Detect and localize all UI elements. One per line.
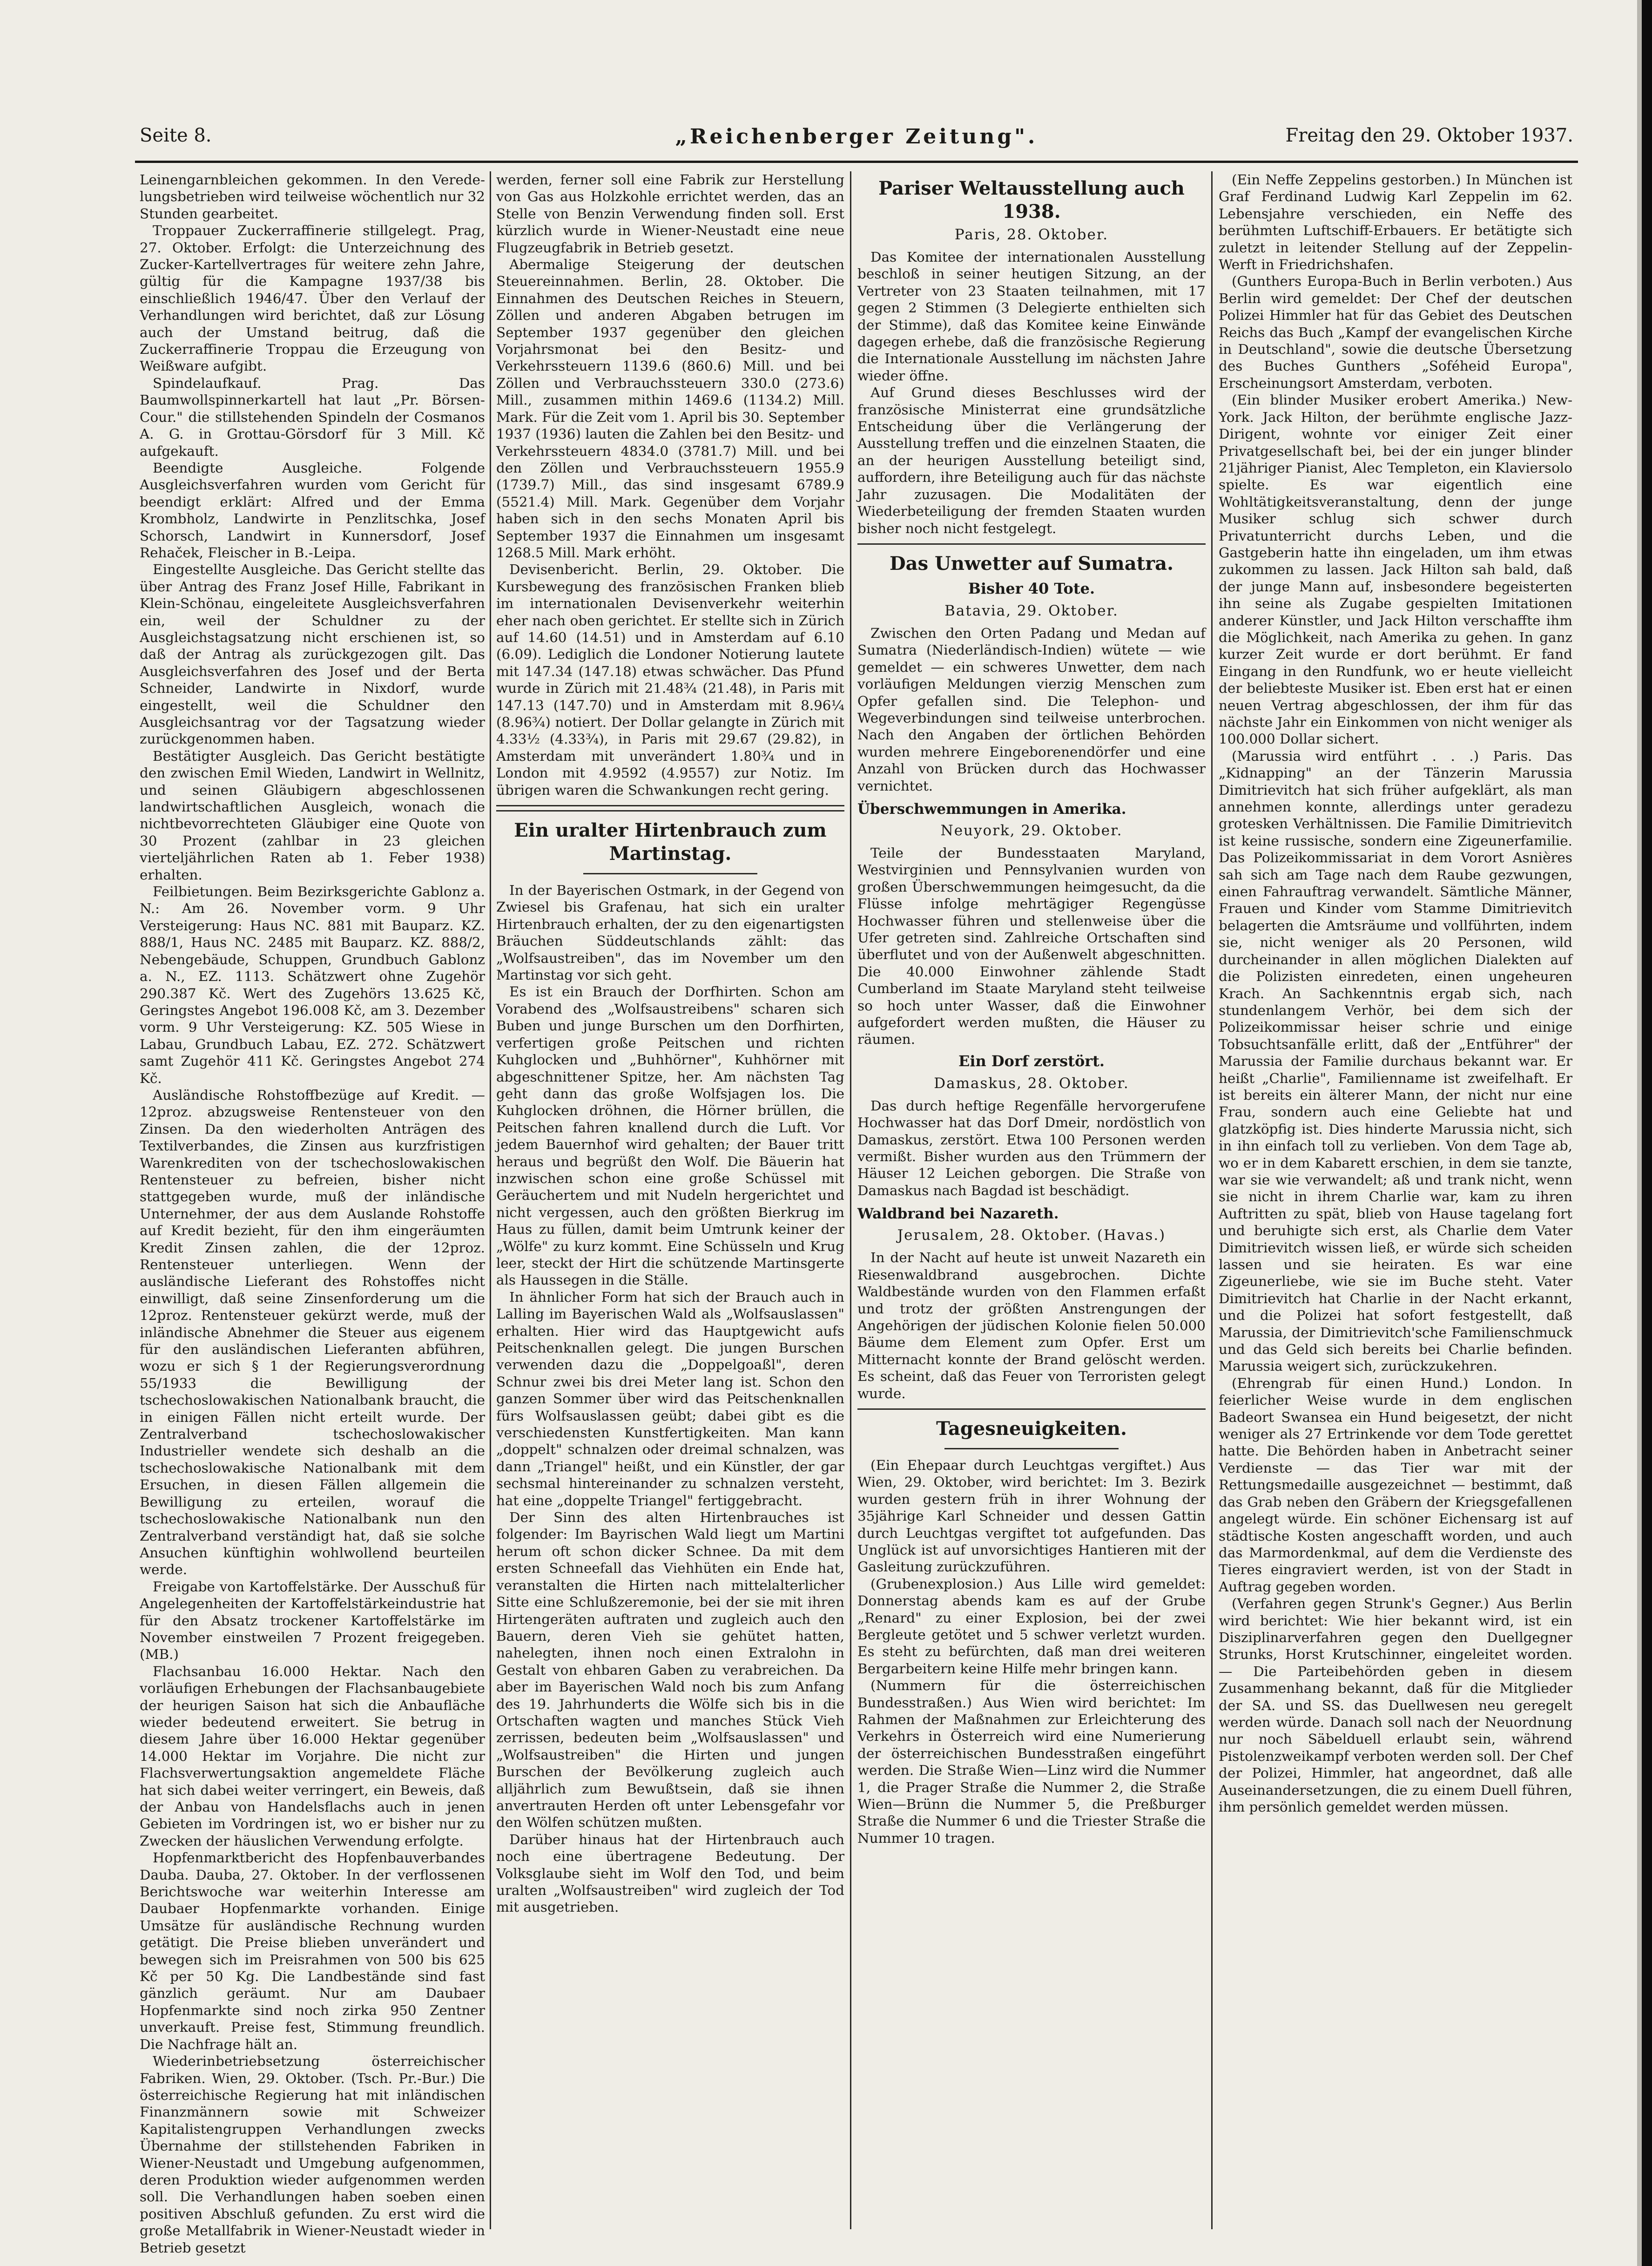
column-3 <box>857 171 1206 2229</box>
header-rule <box>135 161 1578 163</box>
article-text: (Ein Neffe Zeppelins gestorben.) In München ist Graf Ferdinand Ludwig Karl Zeppelin im 62. Lebensjahre verschieden, ein Neffe des berühmten Luftschiff-Erbauers. Er betätigte sich zuletzt in leitender Stellung auf der Zeppelin-Werft in Friedrichshafen. <box>1219 172 1572 273</box>
page-number: Seite 8. <box>140 125 212 146</box>
article-text: Eingestellte Ausgleiche. Das Gericht stellte das über Antrag des Franz Josef Hille, Fabrikant in Klein-Schönau, eingeleitete Ausgleichsverfahren ein, weil der Schuldner zu der Ausgleichstagsatzung nicht erschienen ist, so daß der Antrag als zurückgezogen gilt. Das Ausgleichsverfahren des Josef und der Berta Schneider, Landwirte in Nixdorf, wurde eingestellt, weil die Schuldner den Ausgleichsantrag vor der Tagsatzung wieder zurückgenommen haben. <box>140 561 485 747</box>
article-text: Ausländische Rohstoffbezüge auf Kredit. — 12proz. abzugsweise Rentensteuer von den Zinsen. Da den wiederholten Anträgen des Textilverbandes, die Zinsen aus kurzfristigen Warenkrediten von der tschechoslowakischen Rentensteuer zu befreien, bisher nicht stattgegeben wurde, muß der inländische Unternehmer, der aus dem Auslande Rohstoffe auf Kredit bezieht, für den ihm eingeräumten Kredit Zinsen zahlen, die der 12proz. Rentensteuer unterliegen. Wenn der ausländische Lieferant des Rohstoffes nicht einwilligt, daß seine Zinsenforderung um die 12proz. Rentensteuer gekürzt werde, muß der inländische Abnehmer die Steuer aus eigenem für den ausländischen Lieferanten abführen, wozu er sich § 1 der Regierungsverordnung 55/1933 die Bewilligung der tschechoslowakischen Nationalbank braucht, die in einigen Fällen nicht erteilt wurde. Der Zentralverband tschechoslowakischer Industrieller wendete sich deshalb an die tschechoslowakische Nationalbank mit dem Ersuchen, in diesen Fällen allgemein die Bewilligung zu erteilen, worauf die tschechoslowakische Nationalbank nun den Zentralverband verständigt hat, daß sie solche Ansuchen künftighin wohlwollend beurteilen werde. <box>140 1087 485 1578</box>
scan-edge-shadow <box>1637 0 1642 2266</box>
article-text: Flachsanbau 16.000 Hektar. Nach den vorläufigen Erhebungen der Flachsanbaugebiete der heurigen Saison hat sich die Anbaufläche wieder bedeutend erweitert. Sie betrug in diesem Jahre über 16.000 Hektar gegenüber 14.000 Hektar im Vorjahre. Die nicht zur Flachsverwertungsaktion angemeldete Fläche hat sich dabei weiter verringert, ein Beweis, daß der Anbau von Handelsflachs auch in jenen Gebieten im Vordringen ist, wo er bisher nur zu Zwecken der häuslichen Verwendung erfolgte. <box>140 1663 485 1849</box>
scan-edge <box>1642 0 1652 2266</box>
section-rule <box>496 805 844 812</box>
section-rule <box>857 1408 1206 1410</box>
article-text: In der Nacht auf heute ist unweit Nazareth ein Riesenwaldbrand ausgebrochen. Dichte Waldbestände wurden von den Flammen erfaßt und trotz der größten Anstrengungen der Angehörigen der jüdischen Kolonie fielen 50.000 Bäume dem Element zum Opfer. Erst um Mitternacht konnte der Brand gelöscht werden. Es scheint, daß das Feuer von Terroristen gelegt wurde. <box>857 1250 1206 1401</box>
article-text: (Grubenexplosion.) Aus Lille wird gemeldet: Donnerstag abends kam es auf der Grube „Renard" zu einer Explosion, bei der zwei Bergleute getötet und 5 schwer verletzt wurden. Es steht zu befürchten, daß man drei weiteren Bergarbeitern keine Hilfe mehr bringen kann. <box>857 1576 1206 1677</box>
article-text: (Ehrengrab für einen Hund.) London. In feierlicher Weise wurde in dem englischen Badeort Swansea ein Hund beigesetzt, der nicht weniger als 27 Ertrinkende vor dem Tode gerettet hatte. Die Behörden haben in Anbetracht seiner Verdienste — das Tier war mit der Rettungsmedaille ausgezeichnet — bestimmt, daß das Grab neben den Gräbern der Kriegsgefallenen angelegt würde. Ein schöner Eichensarg ist auf städtische Kosten angeschafft worden, und auch das Marmordenkmal, auf dem die Verdienste des Tieres eingraviert werden, ist von der Stadt in Auftrag gegeben worden. <box>1219 1375 1572 1595</box>
dateline: Paris, 28. Oktober. <box>954 226 1109 243</box>
column-1 <box>140 171 485 2256</box>
headline-hirtenbrauch: Ein uralter Hirtenbrauch zum Martinstag. <box>514 819 827 865</box>
article-text: Es ist ein Brauch der Dorfhirten. Schon am Vorabend des „Wolfsaustreibens" scharen sich Buben und junge Burschen um den Dorfhirten, verfertigen große Peitschen und richten Kuhglocken und „Buhhörner", Kuhhörner mit abgeschnittener Spitze, her. Am nächsten Tag geht dann das große Wolfsjagen los. Die Kuhglocken dröhnen, die Hörner brüllen, die Peitschen fahren knallend durch die Luft. Vor jedem Bauernhof wird gehalten; der Bauer tritt heraus und begrüßt den Wolf. Die Bäuerin hat inzwischen schon eine große Schüssel mit Geräuchertem und mit Nudeln hergerichtet und nicht vergessen, auch den größten Bierkrug im Haus zu füllen, damit beim Umtrunk keiner der „Wölfe" zu kurz kommt. Eine Schüsseln und Krug leer, steckt der Hirt die schützende Martinsgerte als Haussegen in die Ställe. <box>496 984 844 1288</box>
article-text: Bestätigter Ausgleich. Das Gericht bestätigte den zwischen Emil Wieden, Landwirt in Wellnitz, und seinen Gläubigern abgeschlossenen landwirtschaftlichen Ausgleich, wonach die nichtbevorrechteten Gläubiger eine Quote von 30 Prozent (zahlbar in 23 gleichen vierteljährlichen Raten ab 1. Feber 1938) erhalten. <box>140 748 485 883</box>
dateline: Jerusalem, 28. Oktober. (Havas.) <box>897 1227 1166 1244</box>
article-text: Feilbietungen. Beim Bezirksgerichte Gablonz a. N.: Am 26. November vorm. 9 Uhr Versteigerung: Haus NC. 881 mit Bauparz. KZ. 888/1, Haus NC. 2485 mit Bauparz. KZ. 888/2, Nebengebäude, Schuppen, Grundbuch Gablonz a. N., EZ. 1113. Schätzwert ohne Zugehör 290.387 Kč. Wert des Zugehörs 13.625 Kč, Geringstes Angebot 196.008 Kč, am 3. Dezember vorm. 9 Uhr Versteigerung: KZ. 505 Wiese in Labau, Grundbuch Labau, EZ. 272. Schätzwert samt Zugehör 411 Kč. Geringstes Angebot 274 Kč. <box>140 884 485 1086</box>
article-text: (Gunthers Europa-Buch in Berlin verboten.) Aus Berlin wird gemeldet: Der Chef der deutschen Polizei Himmler hat für das Gebiet des Deutschen Reichs das Buch „Kampf der evangelischen Kirche in Deutschland", sowie die deutsche Übersetzung des Buches Gunthers „Soféheid Europa", Erscheinungsort Amsterdam, verboten. <box>1219 273 1572 391</box>
article-text: Wiederinbetriebsetzung österreichischer Fabriken. Wien, 29. Oktober. (Tsch. Pr.-Bur.) Die österreichische Regierung hat mit inländischen Finanzmännern sowie mit Schweizer Kapitalistengruppen Verhandlungen zwecks Übernahme der stillstehenden Fabriken in Wiener-Neustadt und Umgebung aufgenommen, deren Produktion wieder aufgenommen werden soll. Die Verhandlungen haben soeben einen positiven Abschluß gefunden. Zu erst wird die große Metallfabrik in Wiener-Neustadt wieder in Betrieb gesetzt <box>140 2053 485 2256</box>
section-rule <box>857 543 1206 545</box>
column-divider <box>850 171 851 2229</box>
article-text: Abermalige Steigerung der deutschen Steuereinnahmen. Berlin, 28. Oktober. Die Einnahmen des Deutschen Reiches in Steuern, Zöllen und anderen Abgaben betrugen im September 1937 gegenüber den gleichen Vorjahrsmonat bei den Besitz- und Verkehrssteuern 1139.6 (860.6) Mill. und bei Zöllen und Verbrauchssteuern 330.0 (273.6) Mill., zusammen mithin 1469.6 (1134.2) Mill. Mark. Für die Zeit vom 1. April bis 30. September 1937 (1936) lauten die Zahlen bei den Besitz- und Verkehrssteuern 4834.0 (3781.7) Mill. und bei den Zöllen und Verbrauchssteuern 1955.9 (1739.7) Mill., das sind insgesamt 6789.9 (5521.4) Mill. Mark. Gegenüber dem Vorjahr haben sich in den sechs Monaten April bis September 1937 die Einnahmen um insgesamt 1268.5 Mill. Mark erhöht. <box>496 257 844 561</box>
article-text: Der Sinn des alten Hirtenbrauches ist folgender: Im Bayrischen Wald liegt um Martini herum oft schon dicker Schnee. Da mit dem ersten Schneefall das Viehhüten ein Ende hat, veranstalten die Hirten nach mittelalterlicher Sitte eine Schlußzeremonie, bei der sie mit ihren Hirtengeräten auftraten und zugleich auch den Bauern, deren Vieh sie gehütet hatten, nahelegten, ihnen noch einen Extralohn in Gestalt von ehbaren Gaben zu verabreichen. Da aber im Bayerischen Wald noch bis zum Anfang des 19. Jahrhunderts die Wölfe sich bis in die Ortschaften wagten und manches Stück Vieh zerrissen, bedeuten beim „Wolfsauslassen" und „Wolfsaustreiben" die Hirten und jungen Burschen der Bevölkerung zugleich auch alljährlich zum Bewußtsein, daß sie ihnen anvertrauten Herden oft unter Lebensgefahr vor den Wölfen schützen mußten. <box>496 1509 844 1831</box>
dateline: Neuyork, 29. Oktober. <box>940 822 1123 839</box>
headline-sumatra: Das Unwetter auf Sumatra. <box>889 552 1174 575</box>
article-text: Hopfenmarktbericht des Hopfenbauverbandes Dauba. Dauba, 27. Oktober. In der verflossenen Berichtswoche war weiterhin Interesse am Daubaer Hopfenmarkte vorhanden. Einige Umsätze für ausländische Rechnung wurden getätigt. Die Preise blieben unverändert und bewegen sich im Preisrahmen von 500 bis 625 Kč per 50 Kg. Die Landbestände sind fast gänzlich geräumt. Nur am Daubaer Hopfenmarkte sind noch zirka 950 Zentner unverkauft. Preise fest, Stimmung freundlich. Die Nachfrage hält an. <box>140 1850 485 2052</box>
article-text: Das Komitee der internationalen Ausstellung beschloß in seiner heutigen Sitzung, an der Vertreter von 23 Staaten teilnahmen, mit 17 gegen 2 Stimmen (3 Delegierte enthielten sich der Stimme), daß das Komitee keine Einwände dagegen erhebe, daß die französische Regierung die Internationale Ausstellung im nächsten Jahre wieder öffne. <box>857 249 1206 384</box>
article-text: (Verfahren gegen Strunk's Gegner.) Aus Berlin wird berichtet: Wie hier bekannt wird, ist ein Disziplinarverfahren gegen den Duellgegner Strunks, Horst Krutschinner, eingeleitet worden. — Die Parteibehörden geben in diesem Zusammenhang bekannt, daß für die Mitglieder der SA. und SS. das Duellwesen neu geregelt werden würde. Danach soll nach der Neuordnung nur noch Säbelduell erlaubt sein, während Pistolenzweikampf verboten werden soll. Der Chef der Polizei, Himmler, hat angeordnet, daß alle Auseinandersetzungen, die zu einem Duell führen, ihm persönlich gemeldet werden müssen. <box>1219 1596 1572 1815</box>
article-text: Teile der Bundesstaaten Maryland, Westvirginien und Pennsylvanien wurden von großen Überschwemmungen heimgesucht, da die Flüsse infolge mehrtägiger Regengüsse Hochwasser führen und stellenweise über die Ufer getreten sind. Zahlreiche Ortschaften sind überflutet und von der Außenwelt abgeschnitten. Die 40.000 Einwohner zählende Stadt Cumberland im Staate Maryland steht teilweise so hoch unter Wasser, daß die Einwohner aufgefordert werden mußten, die Häuser zu räumen. <box>857 845 1206 1048</box>
article-text: In ähnlicher Form hat sich der Brauch auch in Lalling im Bayerischen Wald als „Wolfsauslassen" erhalten. Hier wird das Hauptgewicht aufs Peitschenknallen gelegt. Die jungen Burschen verwenden dazu die „Doppelgoaßl", deren Schnur zwei bis drei Meter lang ist. Schon den ganzen Sommer über wird das Peitschenknallen fürs Wolfsauslassen geübt; dabei gibt es die verschiedensten Kunstfertigkeiten. Man kann „doppelt" schnalzen oder dreimal schnalzen, was dann „Triangel" heißt, und ein Künstler, der gar sechsmal hintereinander zu schnalzen versteht, hat eine „doppelte Triangel" fertiggebracht. <box>496 1289 844 1508</box>
page-header <box>140 125 1573 157</box>
article-text: (Nummern für die österreichischen Bundesstraßen.) Aus Wien wird berichtet: Im Rahmen der Maßnahmen zur Erleichterung des Verkehrs in Österreich wird eine Numerierung der österreichischen Bundesstraßen eingeführt werden. Die Straße Wien—Linz wird die Nummer 1, die Prager Straße die Nummer 2, die Straße Wien—Brünn die Nummer 5, die Preßburger Straße die Nummer 6 und die Triester Straße die Nummer 10 tragen. <box>857 1678 1206 1846</box>
dateline: Damaskus, 28. Oktober. <box>934 1075 1129 1092</box>
article-text: Das durch heftige Regenfälle hervorgerufene Hochwasser hat das Dorf Dmeir, nordöstlich von Damaskus, zerstört. Etwa 100 Personen werden vermißt. Bisher wurden aus den Trümmern der Häuser 12 Leichen geborgen. Die Straße von Damaskus nach Bagdad ist beschädigt. <box>857 1097 1206 1198</box>
article-text: Auf Grund dieses Beschlusses wird der französische Ministerrat eine grundsätzliche Entscheidung über die Verlängerung der Ausstellung treffen und die einzelnen Staaten, die an der heurigen Ausstellung beteiligt sind, auffordern, ihre Beteiligung auch für das nächste Jahr zuzusagen. Die Modalitäten der Wiederbeteiligung der fremden Staaten wurden bisher noch nicht festgelegt. <box>857 385 1206 536</box>
column-4 <box>1219 171 1572 2229</box>
headline-amerika: Überschwemmungen in Amerika. <box>857 800 1126 818</box>
article-text: Darüber hinaus hat der Hirtenbrauch auch noch eine übertragene Bedeutung. Der Volksglaube sieht im Wolf den Tod, und beim uralten „Wolfsaustreiben" wird zugleich der Tod mit ausgetrieben. <box>496 1831 844 1915</box>
column-2 <box>496 171 844 2229</box>
subheadline: Bisher 40 Tote. <box>968 579 1095 597</box>
article-text: (Marussia wird entführt . . .) Paris. Das „Kidnapping" an der Tänzerin Marussia Dimitrievitch hat sich früher aufgeklärt, als man annehmen konnte, allerdings unter geradezu grotesken Verhältnissen. Die Familie Dimitrievitch ist keine russische, sondern eine Zigeunerfamilie. Das Polizeikommissariat in dem Vorort Asnières sah sich am Tage nach dem Raube gezwungen, einen Fahrauftrag verwandelt. Sämtliche Männer, Frauen und Kinder vom Stamme Dimitrievitch belagerten die Amtsräume und vollführten, indem sie, nicht weniger als 20 Personen, wild durcheinander in allen möglichen Dialekten auf die Polizisten einredeten, einen ungeheuren Krach. An Sachkenntnis ergab sich, nach stundenlangem Verhör, bei dem sich der Polizeikommissar heiser schrie und einige Tobsuchtsanfälle erlitt, daß der „Entführer" der Marussia der Familie durchaus bekannt war. Er heißt „Charlie", Familienname ist zweifelhaft. Er ist bereits ein älterer Mann, der nicht nur eine Frau, sondern auch eine Geliebte hat und glatzköpfig ist. Dies hinderte Marussia nicht, sich in ihn einfach toll zu verlieben. Von dem Tage ab, wo er in dem Kabarett erschien, in dem sie tanzte, war sie wie verwandelt; aß und trank nicht, wenn sie nicht in ihrem Charlie war, kam zu ihren Auftritten zu spät, blieb von Hause tagelang fort und beruhigte sich erst, als Charlie dem Vater Dimitrievitch wissen ließ, er würde sich scheiden lassen und sie heiraten. Es war eine Zigeunerliebe, wie sie im Buche steht. Vater Dimitrievitch hat Charlie in der Nacht erkannt, und die Polizei hat sofort festgestellt, daß Marussia, der Dimitrievitch'sche Familienschmuck und das Geld sich bereits bei Charlie befinden. Marussia weigert sich, zurückzukehren. <box>1219 748 1572 1374</box>
section-rule <box>583 873 757 874</box>
article-text: Leinengarnbleichen gekommen. In den Veredelungsbetrieben wird teilweise wöchentlich nur 32 Stunden gearbeitet. <box>140 172 485 222</box>
article-text: Troppauer Zuckerraffinerie stillgelegt. Prag, 27. Oktober. Erfolgt: die Unterzeichnung des Zucker-Kartellvertrages für weitere zehn Jahre, gültig für die Kampagne 1937/38 bis einschließlich 1946/47. Über den Verlauf der Verhandlungen wird berichtet, daß zur Lösung auch der Umstand beitrug, daß die Zuckerraffinerie Troppau die Erzeugung von Weißware aufgibt. <box>140 223 485 374</box>
column-divider <box>490 171 491 2229</box>
column-divider <box>1211 171 1213 2229</box>
article-text: Beendigte Ausgleiche. Folgende Ausgleichsverfahren wurden vom Gericht für beendigt erklärt: Alfred und der Emma Krombholz, Landwirte in Penzlitschka, Josef Schorsch, Landwirt in Kunnersdorf, Josef Rehaček, Fleischer in B.-Leipa. <box>140 460 485 561</box>
article-text: (Ein blinder Musiker erobert Amerika.) New-York. Jack Hilton, der berühmte englische Jazz-Dirigent, wohnte vor einiger Zeit einer Privatgesellschaft bei, bei der ein junger blinder 21jähriger Pianist, Alec Templeton, ein Klaviersolo spielte. Es war eigentlich eine Wohltätigkeitsveranstaltung, denn der junge Musiker schlug sich schwer durch Privatunterricht durchs Leben, und die Gastgeberin hatte ihn eingeladen, um ihm etwas zukommen zu lassen. Jack Hilton sah bald, daß der junge Mann auf, insbesondere begeisterten ihn seine als Zugabe gespielten Imitationen anderer Künstler, und Jack Hilton verschaffte ihm die Möglichkeit, nach Amerika zu gehen. In ganz kurzer Zeit wurde er dort berühmt. Er fand Eingang in den Rundfunk, wo er heute vielleicht der beliebteste Musiker ist. Eben erst hat er einen neuen Vertrag abgeschlossen, der ihm für das nächste Jahr ein Einkommen von nicht weniger als 100.000 Dollar sichert. <box>1219 392 1572 747</box>
article-text: In der Bayerischen Ostmark, in der Gegend von Zwiesel bis Grafenau, hat sich ein uralter Hirtenbrauch erhalten, der zu den eigenartigsten Bräuchen Süddeutschlands zählt: das „Wolfsaustreiben", das im November um den Martinstag vor sich geht. <box>496 882 844 983</box>
dateline: Batavia, 29. Oktober. <box>944 602 1119 619</box>
headline-waldbrand: Waldbrand bei Nazareth. <box>857 1205 1059 1223</box>
headline-tagesneuigkeiten: Tagesneuigkeiten. <box>936 1417 1127 1440</box>
article-text: Spindelaufkauf. Prag. Das Baumwollspinnerkartell hat laut „Pr. Börsen-Cour." die stillstehenden Spindeln der Cosmanos A. G. in Grottau-Görsdorf für 3 Mill. Kč aufgekauft. <box>140 375 485 459</box>
newspaper-title: „Reichenberger Zeitung". <box>675 125 1038 149</box>
headline-weltausstellung: Pariser Weltausstellung auch 1938. <box>878 177 1185 223</box>
article-text: Zwischen den Orten Padang und Medan auf Sumatra (Niederländisch-Indien) wütete — wie gemeldet — ein schweres Unwetter, dem nach vorläufigen Meldungen vierzig Menschen zum Opfer gefallen sind. Die Telephon- und Wegeverbindungen sind teilweise unterbrochen. Nach den Angaben der örtlichen Behörden wurden mehrere Eingeborenendörfer und eine Anzahl von Brücken durch das Hochwasser vernichtet. <box>857 625 1206 794</box>
headline-dorf: Ein Dorf zerstört. <box>958 1052 1105 1070</box>
article-text: Freigabe von Kartoffelstärke. Der Ausschuß für Angelegenheiten der Kartoffelstärkeindustrie hat für den Absatz trockener Kartoffelstärke im November einstweilen 7 Prozent freigegeben. (MB.) <box>140 1578 485 1663</box>
issue-date: Freitag den 29. Oktober 1937. <box>1285 125 1573 146</box>
article-text: Devisenbericht. Berlin, 29. Oktober. Die Kursbewegung des französischen Franken blieb im internationalen Devisenverkehr weiterhin eher nach oben gerichtet. Er stellte sich in Zürich auf 14.60 (14.51) und in Amsterdam auf 6.10 (6.09). Lediglich die Londoner Notierung lautete mit 147.34 (147.18) etwas schwächer. Das Pfund wurde in Zürich mit 21.48¾ (21.48), in Paris mit 147.13 (147.70) und in Amsterdam mit 8.96¼ (8.96¾) notiert. Der Dollar gelangte in Zürich mit 4.33½ (4.33¾), in Paris mit 29.67 (29.82), in Amsterdam mit unverändert 1.80¾ und in London mit 4.9592 (4.9557) zur Notiz. Im übrigen waren die Schwankungen recht gering. <box>496 561 844 798</box>
section-rule <box>944 1448 1119 1449</box>
article-text: (Ein Ehepaar durch Leuchtgas vergiftet.) Aus Wien, 29. Oktober, wird berichtet: Im 3. Bezirk wurden gestern früh in ihrer Wohnung der 35jährige Karl Schneider und dessen Gattin durch Leuchtgas vergiftet tot aufgefunden. Das Unglück ist auf unvorsichtiges Hantieren mit der Gasleitung zurückzuführen. <box>857 1457 1206 1575</box>
article-text: werden, ferner soll eine Fabrik zur Herstellung von Gas aus Holzkohle errichtet werden, das an Stelle von Benzin Verwendung finden soll. Erst kürzlich wurde in Wiener-Neustadt eine neue Flugzeugfabrik in Betrieb gesetzt. <box>496 172 844 256</box>
